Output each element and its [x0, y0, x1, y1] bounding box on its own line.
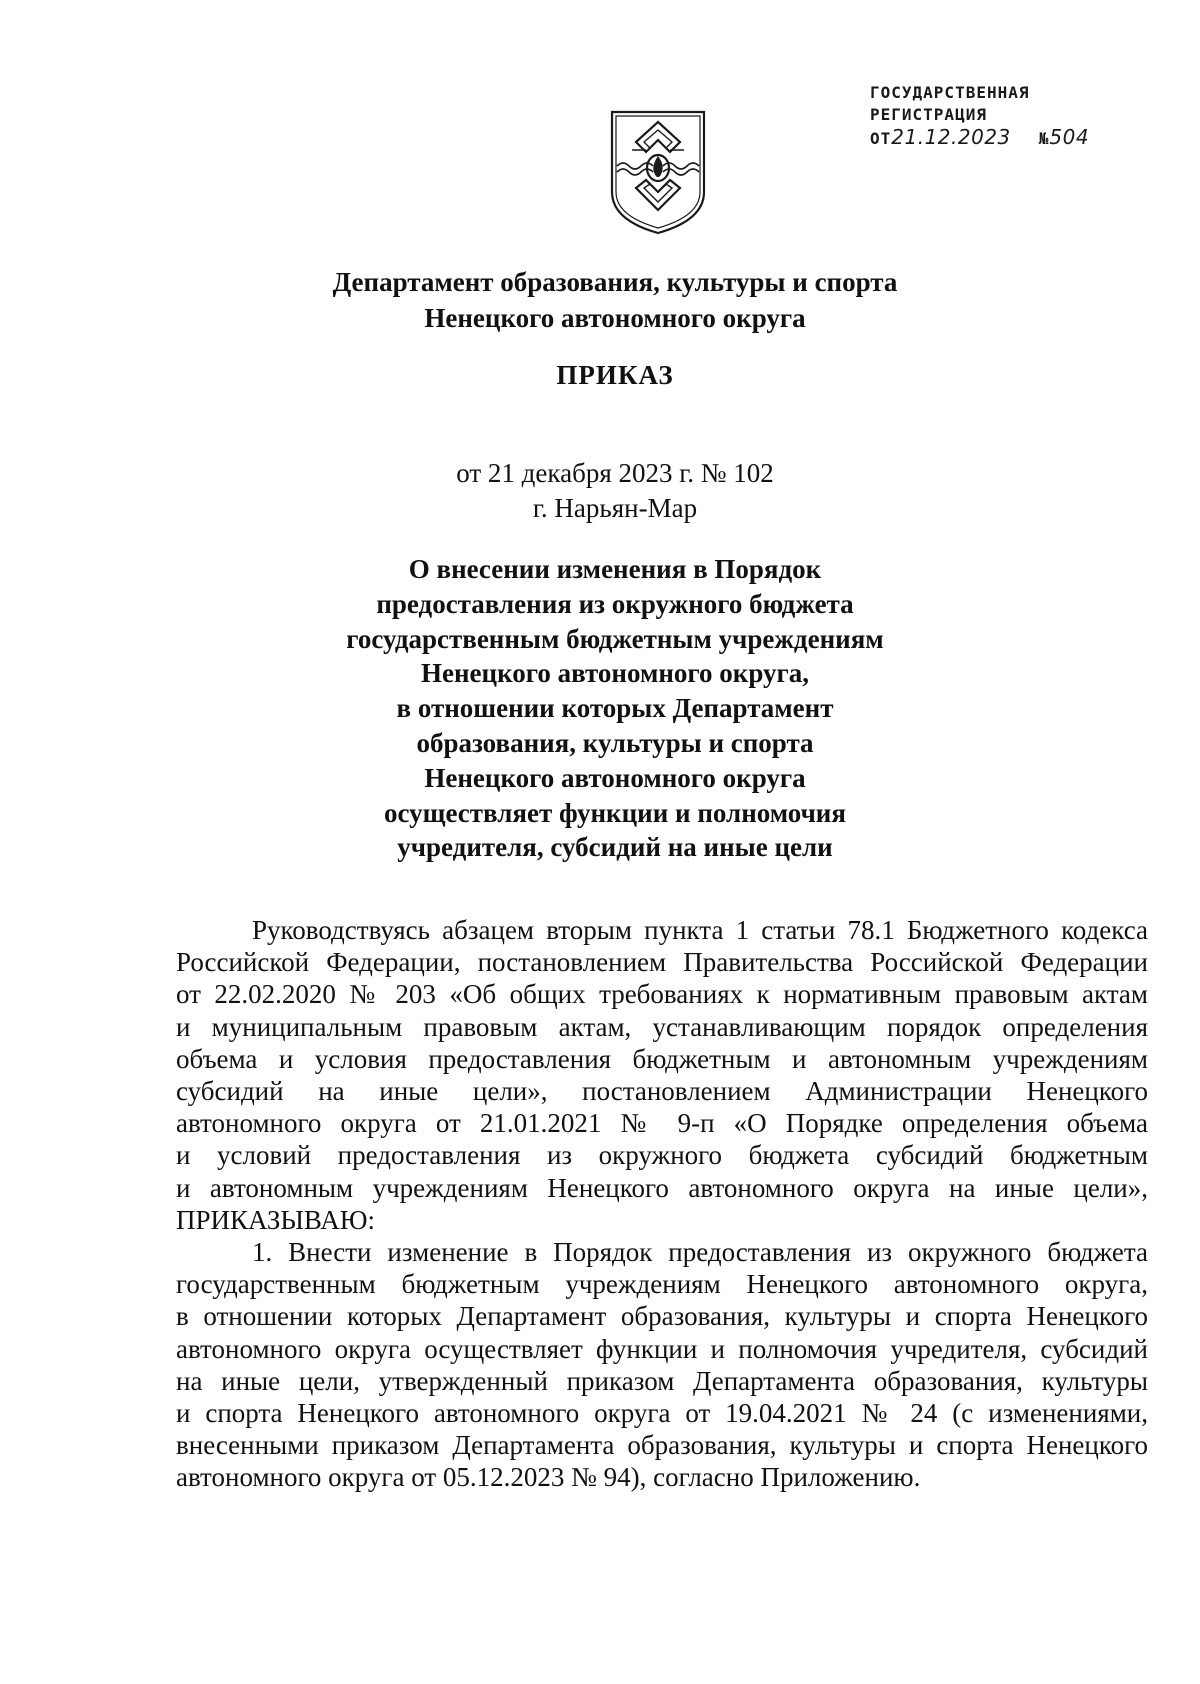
body-line: и автономным учреждениям Ненецкого автономного округа на иные цели»,	[176, 1172, 1148, 1203]
body-line: 1. Внести изменение в Порядок предоставления из окружного бюджета	[252, 1237, 1148, 1268]
body-line: от 22.02.2020 № 203 «Об общих требованиях к нормативным правовым актам	[176, 979, 1148, 1010]
department-line-2: Ненецкого автономного округа	[424, 303, 806, 333]
coat-of-arms-icon	[608, 108, 708, 236]
order-body	[176, 914, 1148, 1494]
order-subject	[200, 552, 1030, 865]
department-line-1: Департамент образования, культуры и спорта	[332, 267, 898, 297]
subject-line: О внесении изменения в Порядок	[408, 554, 822, 584]
body-line: внесенными приказом Департамента образования, культуры и спорта Ненецкого	[176, 1430, 1148, 1461]
body-line: субсидий на иные цели», постановлением Администрации Ненецкого	[176, 1076, 1148, 1107]
subject-line: государственным бюджетным учреждениям	[346, 623, 884, 654]
body-line: Руководствуясь абзацем вторым пункта 1 статьи 78.1 Бюджетного кодекса	[252, 915, 1148, 945]
order-date-place	[200, 456, 1030, 526]
subject-line: предоставления из окружного бюджета	[376, 588, 854, 619]
registration-stamp	[870, 82, 1120, 150]
subject-line: образования, культуры и спорта	[416, 727, 814, 758]
stamp-line-3	[870, 126, 1120, 150]
body-line: объема и условия предоставления бюджетным и автономным учреждениям	[176, 1043, 1148, 1074]
subject-line: учредителя, субсидий на иные цели	[397, 832, 833, 863]
body-line: и условий предоставления из окружного бюджета субсидий бюджетным	[176, 1140, 1148, 1171]
body-line-order-word: ПРИКАЗЫВАЮ:	[176, 1204, 375, 1235]
stamp-number: 504	[1049, 125, 1090, 149]
body-line: в отношении которых Департамент образования, культуры и спорта Ненецкого	[176, 1301, 1148, 1332]
body-line: автономного округа осуществляет функции и полномочия учредителя, субсидий	[176, 1333, 1148, 1364]
body-line: Российской Федерации, постановлением Правительства Российской Федерации	[176, 947, 1148, 978]
stamp-line-2: РЕГИСТРАЦИЯ	[870, 105, 987, 124]
stamp-line-1: ГОСУДАРСТВЕННАЯ	[870, 83, 1030, 102]
subject-line: Ненецкого автономного округа,	[421, 658, 809, 689]
subject-line: в отношении которых Департамент	[396, 693, 834, 724]
stamp-number-label: №	[1038, 129, 1050, 148]
paragraph-item-1	[176, 1236, 1148, 1494]
body-line: государственным бюджетным учреждениям Ненецкого автономного округа,	[176, 1269, 1148, 1300]
stamp-date: 21.12.2023	[891, 125, 1011, 149]
paragraph-preamble	[176, 914, 1148, 1236]
document-type: ПРИКАЗ	[556, 360, 674, 390]
subject-line: осуществляет функции и полномочия	[384, 797, 846, 828]
body-line: и спорта Ненецкого автономного округа от 19.04.2021 № 24 (с изменениями,	[176, 1398, 1148, 1429]
order-date: от 21 декабря 2023 г. № 102	[456, 458, 774, 488]
order-place: г. Нарьян-Мар	[532, 493, 698, 523]
stamp-prefix: ОТ	[870, 129, 892, 148]
body-line: и муниципальным правовым актам, устанавливающим порядок определения	[176, 1011, 1148, 1042]
subject-line: Ненецкого автономного округа	[424, 762, 806, 793]
body-line: на иные цели, утвержденный приказом Департамента образования, культуры	[176, 1365, 1148, 1396]
body-line: автономного округа от 05.12.2023 № 94), согласно Приложению.	[176, 1462, 921, 1493]
body-line: автономного округа от 21.01.2021 № 9-п «О Порядке определения объема	[176, 1108, 1148, 1139]
department-name	[200, 264, 1030, 336]
